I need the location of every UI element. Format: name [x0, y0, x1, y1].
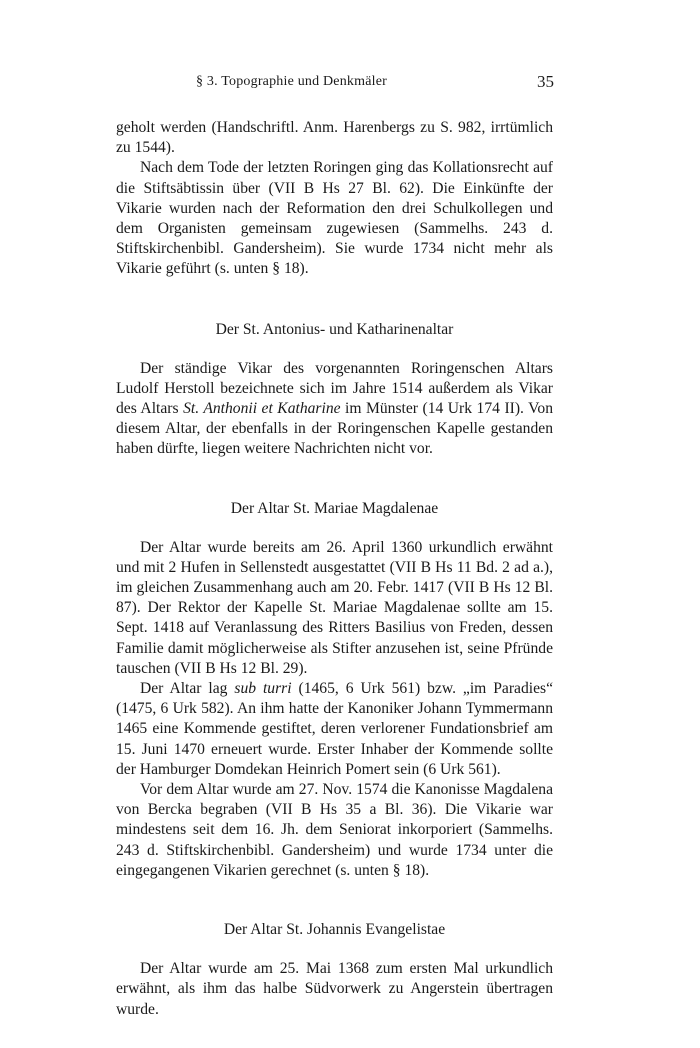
- paragraph-magdalenae-2: [116, 679, 553, 780]
- page-number: 35: [537, 72, 554, 91]
- paragraph-text: Der Altar lag: [140, 680, 235, 698]
- body-text: [116, 118, 553, 1020]
- paragraph-continuation: geholt werden (Handschriftl. Anm. Harenbergs zu S. 982, irrtümlich zu 1544).: [116, 119, 553, 157]
- italic-latin-text: St. Anthonii et Katharine: [183, 400, 341, 418]
- paragraph-antonius-altar: [116, 359, 553, 460]
- paragraph-text: im Münster (14 Urk 174 II). Von diesem Altar, der ebenfalls in der Roringenschen Kapelle gestanden haben dürfte, liegen weitere Nachrichten nicht vor.: [116, 400, 553, 458]
- italic-latin-text: sub turri: [234, 680, 292, 698]
- section-heading-antonius-katharinen: Der St. Antonius- und Katharinenaltar: [215, 320, 454, 338]
- paragraph-magdalenae-1: Der Altar wurde bereits am 26. April 1360 urkundlich erwähnt und mit 2 Hufen in Sellenstedt ausgestattet (VII B Hs 11 Bd. 2 ad a.), im gleichen Zusammenhang auch am 20. Febr. 1417 (VII B Hs 12 Bl. 87). Der Rektor der Kapelle St. Mariae Magdalenae sollte am 15. Sept. 1418 auf Veranlassung des Ritters Basilius von Freden, dessen Familie damit möglicherweise als Stifter anzusehen ist, seine Pfründe tauschen (VII B Hs 12 Bl. 29).: [116, 538, 553, 677]
- running-head-title: § 3. Topographie und Denkmäler: [196, 74, 387, 89]
- paragraph-kollationsrecht: Nach dem Tode der letzten Roringen ging das Kollationsrecht auf die Stiftsäbtissin über (VII B Hs 27 Bl. 62). Die Einkünfte der Vikarie wurden nach der Reformation den drei Schulkollegen und dem Organisten gemeinsam zugewiesen (Sammelhs. 243 d. Stiftskirchenbibl. Gandersheim). Sie wurde 1734 nicht mehr als Vikarie geführt (s. unten § 18).: [116, 159, 553, 278]
- running-head: [0, 70, 700, 94]
- paragraph-text: Der ständige Vikar des vorgenannten Roringenschen Altars Ludolf Herstoll bezeichnete sich im Jahre 1514 außerdem als Vikar des Altars: [116, 359, 553, 418]
- section-heading-johannis-evangelistae: Der Altar St. Johannis Evangelistae: [223, 921, 446, 939]
- paragraph-johannis: Der Altar wurde am 25. Mai 1368 zum ersten Mal urkundlich erwähnt, als ihm das halbe Südvorwerk zu Angerstein übertragen wurde.: [116, 960, 553, 1018]
- section-heading-mariae-magdalenae: Der Altar St. Mariae Magdalenae: [230, 499, 439, 517]
- paragraph-text: (1465, 6 Urk 561) bzw. „im Paradies“ (1475, 6 Urk 582). An ihm hatte der Kanoniker Johann Tymmermann 1465 eine Kommende gestiftet, deren verlorener Fundationsbrief am 15. Juni 1470 erneuert wurde. Erster Inhaber der Kommende sollte der Hamburger Domdekan Heinrich Pomert sein (6 Urk 561).: [116, 680, 553, 778]
- paragraph-magdalenae-3: Vor dem Altar wurde am 27. Nov. 1574 die Kanonisse Magdalena von Bercka begraben (VII B Hs 35 a Bl. 36). Die Vikarie war mindestens seit dem 16. Jh. dem Seniorat inkorporiert (Sammelhs. 243 d. Stiftskirchenbibl. Gandersheim) und wurde 1734 unter die eingegangenen Vikarien gerechnet (s. unten § 18).: [116, 781, 553, 879]
